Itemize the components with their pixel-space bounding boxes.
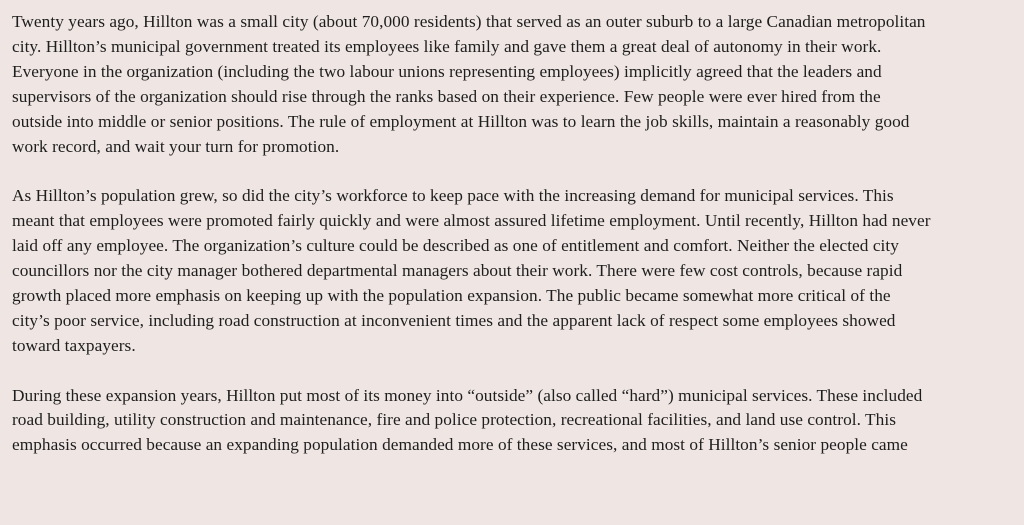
text-line: city. Hillton’s municipal government treated its employees like family and gave them a great deal of autonomy in their work. (12, 36, 882, 56)
text-line: emphasis occurred because an expanding population demanded more of these services, and most of Hillton’s senior people came (12, 435, 908, 455)
text-line: As Hillton’s population grew, so did the city’s workforce to keep pace with the increasing demand for municipal services. This (12, 186, 894, 206)
text-line: meant that employees were promoted fairly quickly and were almost assured lifetime employment. Until recently, Hillton had never (12, 211, 931, 231)
text-line: city’s poor service, including road construction at inconvenient times and the apparent lack of respect some employees showed (12, 310, 896, 330)
text-line: toward taxpayers. (12, 335, 136, 355)
text-line: Twenty years ago, Hillton was a small city (about 70,000 residents) that served as an outer suburb to a large Canadian metropolitan (12, 12, 926, 31)
text-line: growth placed more emphasis on keeping up with the population expansion. The public became somewhat more critical of the (12, 285, 891, 305)
paragraph-3 (12, 384, 1018, 459)
paragraph-spacer (12, 159, 1018, 184)
text-line: supervisors of the organization should rise through the ranks based on their experience. Few people were ever hired from the (12, 86, 881, 106)
paragraph-spacer (12, 359, 1018, 384)
text-line: Everyone in the organization (including the two labour unions representing employees) implicitly agreed that the leaders and (12, 61, 882, 81)
paragraph-1 (12, 10, 1018, 159)
text-line: outside into middle or senior positions. The rule of employment at Hillton was to learn the job skills, maintain a reasonably good (12, 111, 910, 131)
text-line: councillors nor the city manager bothered departmental managers about their work. There were few cost controls, because rapid (12, 261, 903, 281)
text-line: During these expansion years, Hillton put most of its money into “outside” (also called “hard”) municipal services. These included (12, 385, 923, 405)
text-line: laid off any employee. The organization’s culture could be described as one of entitlement and comfort. Neither the elected city (12, 236, 899, 256)
text-line: road building, utility construction and maintenance, fire and police protection, recreational facilities, and land use control. This (12, 410, 896, 430)
paragraph-2 (12, 184, 1018, 358)
text-line: work record, and wait your turn for promotion. (12, 136, 340, 156)
article-body (12, 10, 1018, 458)
